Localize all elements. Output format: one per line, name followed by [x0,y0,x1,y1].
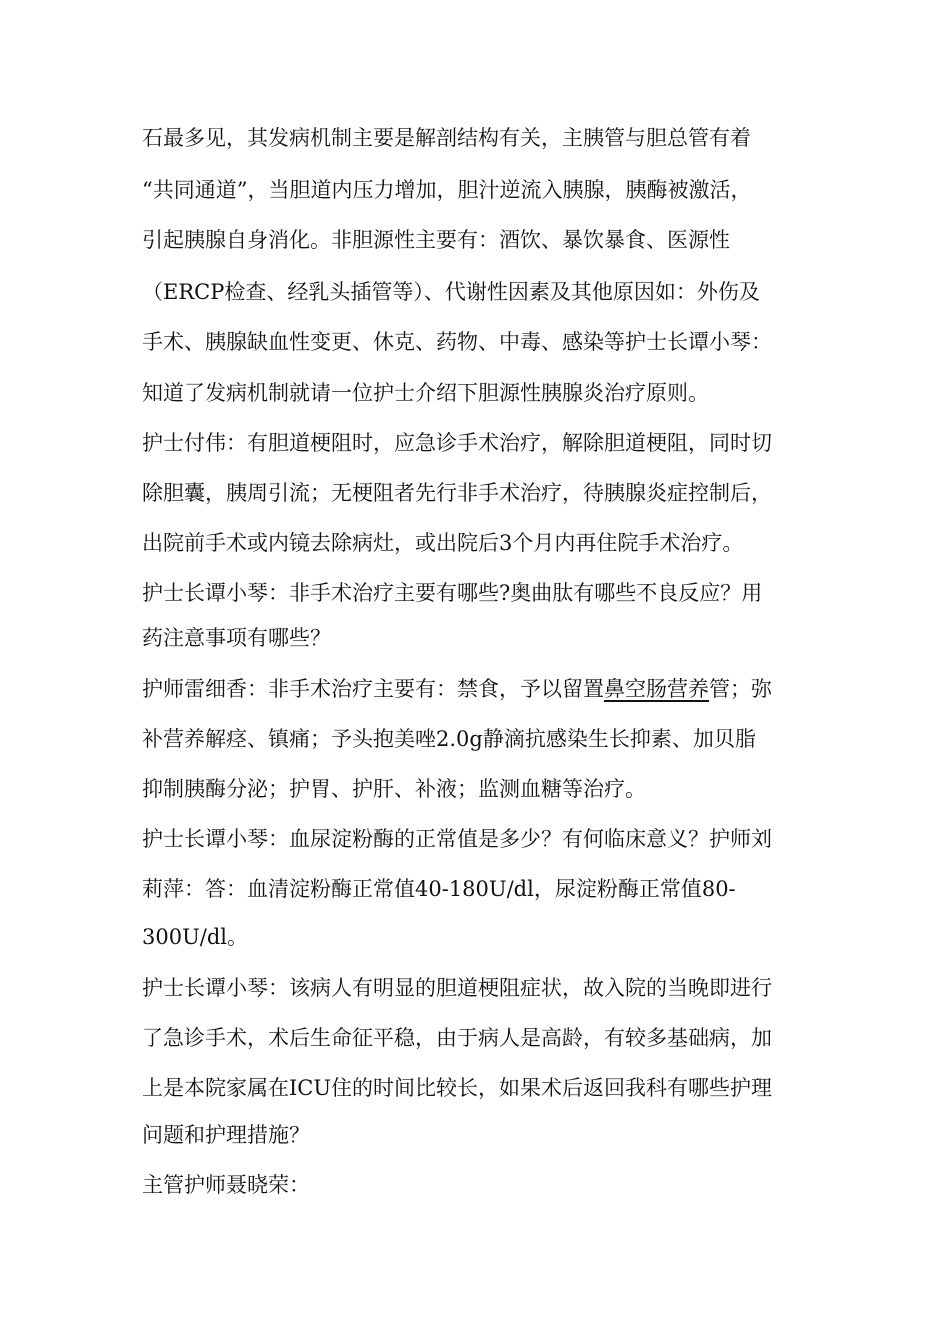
text-line: 手术、胰腺缺血性变更、休克、药物、中毒、感染等护士长谭小琴： [142,330,772,354]
text-line: 药注意事项有哪些？ [142,626,331,650]
text-line: 护士长谭小琴：血尿淀粉酶的正常值是多少？有何临床意义？护师刘 [142,827,772,851]
text-line: 抑制胰酶分泌；护胃、护肝、补液；监测血糖等治疗。 [142,777,646,801]
text-segment: 护师雷细香：非手术治疗主要有：禁食，予以留置 [142,677,604,701]
text-line: 引起胰腺自身消化。非胆源性主要有：酒饮、暴饮暴食、医源性 [142,228,730,252]
text-line: “共同通道”，当胆道内压力增加，胆汁逆流入胰腺，胰酶被激活， [142,178,752,202]
text-segment: 管；弥 [709,677,772,701]
text-line: 护士长谭小琴：该病人有明显的胆道梗阻症状，故入院的当晚即进行 [142,976,772,1000]
text-line: 了急诊手术，术后生命征平稳，由于病人是高龄，有较多基础病，加 [142,1026,772,1050]
text-line: 300U/dl。 [142,925,249,949]
text-line: 护士付伟：有胆道梗阻时，应急诊手术治疗，解除胆道梗阻，同时切 [142,431,772,455]
text-line: 上是本院家属在ICU住的时间比较长，如果术后返回我科有哪些护理 [142,1076,773,1100]
text-line: （ERCP检查、经乳头插管等）、代谢性因素及其他原因如：外伤及 [142,280,760,304]
text-line: 除胆囊，胰周引流；无梗阻者先行非手术治疗，待胰腺炎症控制后， [142,481,772,505]
text-line: 补营养解痉、镇痛；予头抱美唑2.0g静滴抗感染生长抑素、加贝脂 [142,727,756,751]
text-line: 莉萍：答：血清淀粉酶正常值40-180U/dl，尿淀粉酶正常值80- [142,877,736,901]
text-line [142,674,822,704]
underlined-term: 鼻空肠营养 [604,677,709,701]
text-line: 主管护师聂晓荣： [142,1173,310,1197]
text-line: 问题和护理措施？ [142,1123,310,1147]
text-line: 知道了发病机制就请一位护士介绍下胆源性胰腺炎治疗原则。 [142,381,709,405]
text-line: 护士长谭小琴：非手术治疗主要有哪些?奥曲肽有哪些不良反应？用 [142,581,763,605]
text-line: 石最多见，其发病机制主要是解剖结构有关，主胰管与胆总管有着 [142,126,751,150]
text-line: 出院前手术或内镜去除病灶，或出院后3个月内再住院手术治疗。 [142,531,744,555]
